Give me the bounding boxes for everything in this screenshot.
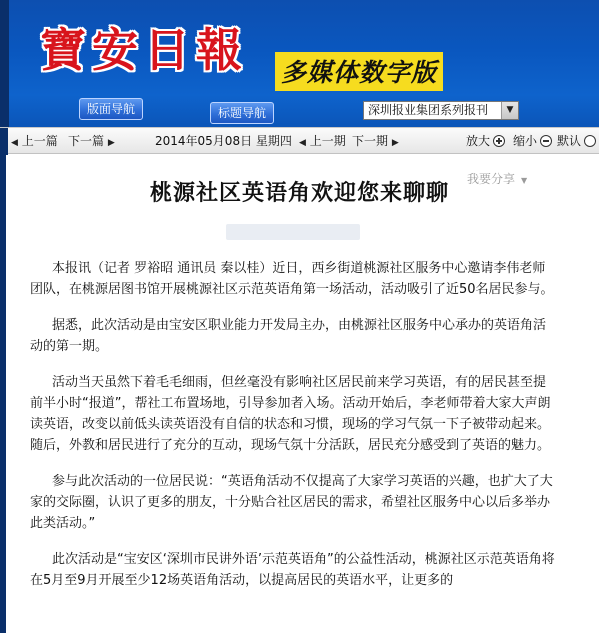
left-divider [0, 154, 6, 633]
caret-down-icon: ▼ [521, 176, 528, 185]
next-article-label: 下一篇 [68, 134, 105, 148]
next-article-link[interactable] [68, 133, 115, 151]
prev-article-link[interactable] [11, 133, 58, 151]
zoom-out-button[interactable] [513, 133, 552, 149]
article-panel [0, 154, 599, 633]
triangle-right-icon: ▶ [107, 138, 115, 148]
article-body [30, 258, 558, 606]
byline-placeholder-bar [226, 224, 360, 240]
plus-circle-icon [493, 135, 505, 147]
radio-circle-icon [584, 135, 596, 147]
default-size-button[interactable] [557, 133, 596, 149]
article-toolbar [0, 127, 599, 154]
zoom-in-label: 放大 [466, 134, 491, 148]
triangle-right-icon: ▶ [391, 138, 399, 148]
share-button[interactable] [467, 170, 527, 187]
article-paragraph: 本报讯（记者 罗裕昭 通讯员 秦以桂）近日，西乡街道桃源社区服务中心邀请李伟老师团队，在桃源居图书馆开展桃源社区示范英语角第一场活动，活动吸引了近50名居民参与。 [30, 261, 554, 297]
article-title: 桃源社区英语角欢迎您来聊聊 [149, 181, 449, 206]
newspaper-masthead-logo: 寶安日報 [40, 23, 248, 77]
next-issue-link[interactable] [352, 133, 399, 151]
triangle-left-icon: ◀ [11, 138, 18, 148]
newspaper-group-select[interactable] [363, 101, 519, 120]
article-paragraph: 活动当天虽然下着毛毛细雨，但丝毫没有影响社区居民前来学习英语，有的居民甚至提前半小时“报道”，帮社工布置场地，引导参加者入场。活动开始后，李老师带着大家大声朗读英语，改变以前低头读英语没有自信的状态和习惯，现场的学习气氛一下子被带动起来。随后，外教和居民进行了充分的互动，现场气氛十分活跃，居民充分感受到了英语的魅力。 [30, 375, 551, 453]
issue-date: 2014年05月08日 星期四 [155, 134, 292, 148]
header-banner [0, 0, 599, 127]
minus-circle-icon [540, 135, 552, 147]
zoom-out-label: 缩小 [513, 134, 538, 148]
article-paragraph: 参与此次活动的一位居民说：“英语角活动不仅提高了大家学习英语的兴趣，也扩大了大家的交际圈，认识了更多的朋友，十分贴合社区居民的需求，希望社区服务中心以后多举办此类活动。” [30, 474, 553, 531]
prev-issue-link[interactable] [299, 133, 346, 151]
layout-nav-button[interactable]: 版面导航 [79, 98, 143, 120]
zoom-in-button[interactable] [466, 133, 505, 149]
article-paragraph: 据悉，此次活动是由宝安区职业能力开发局主办，由桃源社区服务中心承办的英语角活动的第一期。 [30, 318, 547, 354]
digital-edition-label: 多媒体数字版 [275, 52, 443, 91]
share-label: 我要分享 [467, 172, 516, 186]
prev-issue-label: 上一期 [309, 134, 346, 148]
newspaper-group-select-value: 深圳报业集团系列报刊 [368, 103, 489, 117]
default-size-label: 默认 [557, 134, 582, 148]
title-nav-button[interactable]: 标题导航 [210, 102, 274, 124]
triangle-left-icon: ◀ [299, 138, 306, 148]
article-paragraph: 此次活动是“宝安区‘深圳市民讲外语’示范英语角”的公益性活动，桃源社区示范英语角将在5月至9月开展至少12场英语角活动，以提高居民的英语水平，让更多的 [30, 552, 555, 588]
prev-article-label: 上一篇 [21, 134, 58, 148]
next-issue-label: 下一期 [352, 134, 389, 148]
chevron-down-icon[interactable]: ▼ [501, 102, 518, 119]
